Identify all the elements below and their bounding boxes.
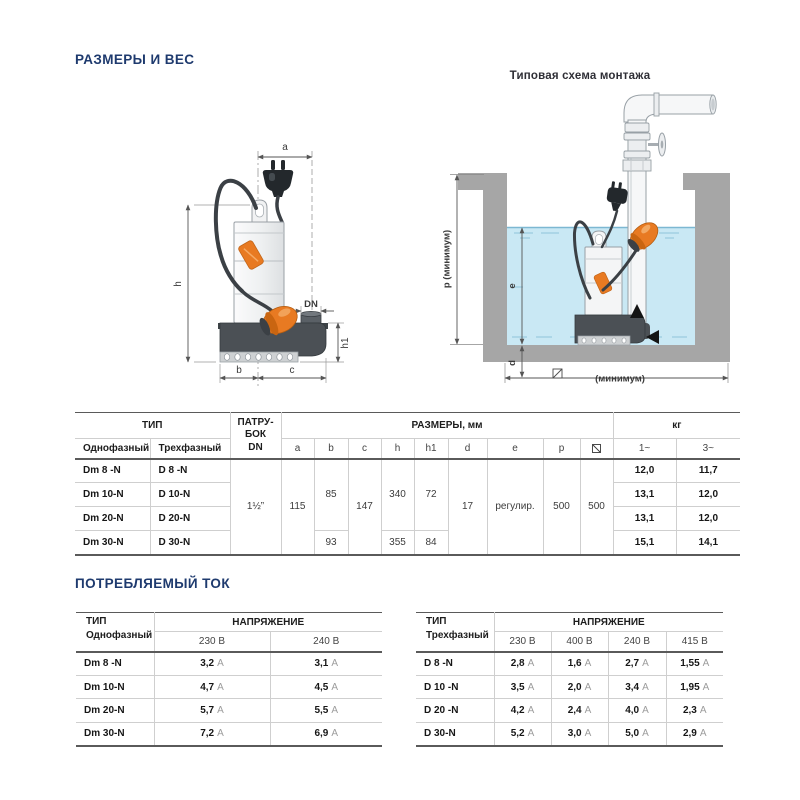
dim-a (258, 142, 312, 157)
col-header-230v: 230 В (494, 632, 551, 652)
header-single-phase: Однофазный (75, 439, 150, 459)
header-patrubok-dn: ПАТРУ-БОК DN (230, 413, 281, 459)
model-cell: Dm 8 -N (76, 652, 154, 676)
current-value: 3,5 A (494, 676, 551, 699)
weight-3ph: 14,1 (676, 531, 740, 555)
col-header-d: d (448, 439, 487, 459)
current-table-single-phase (76, 612, 382, 747)
col-header-a: a (281, 439, 314, 459)
col-header-240v: 240 В (270, 632, 382, 652)
dim-p (442, 175, 485, 345)
value-e: регулир. (487, 459, 543, 555)
model-1ph: Dm 20-N (75, 507, 150, 531)
section-title-current: ПОТРЕБЛЯЕМЫЙ ТОК (75, 576, 230, 591)
table-row (76, 676, 382, 699)
current-value: 3,2 A (154, 652, 270, 676)
square-diagonal-icon (592, 444, 601, 453)
current-value: 1,6 A (551, 652, 608, 676)
header-razmery: РАЗМЕРЫ, мм (281, 413, 613, 439)
col-header-240v: 240 В (608, 632, 666, 652)
col-header-p: p (543, 439, 580, 459)
weight-1ph: 12,0 (613, 459, 676, 483)
current-value: 2,7 A (608, 652, 666, 676)
table-row (76, 723, 382, 746)
col-header-e: e (487, 439, 543, 459)
current-value: 5,2 A (494, 723, 551, 746)
current-value: 2,0 A (551, 676, 608, 699)
col-header-diameter (580, 439, 613, 459)
svg-text:h1: h1 (340, 337, 351, 349)
svg-text:e: e (507, 283, 518, 289)
header-kg: кг (613, 413, 740, 439)
header-three-phase: Трехфазный (150, 439, 230, 459)
svg-text:p (минимум): p (минимум) (441, 229, 453, 289)
model-1ph: Dm 30-N (75, 531, 150, 555)
current-value: 5,0 A (608, 723, 666, 746)
svg-text:c: c (289, 365, 295, 376)
table-row (76, 699, 382, 723)
svg-text:(минимум): (минимум) (595, 373, 645, 385)
col-header-230v: 230 В (154, 632, 270, 652)
gate-valve (624, 133, 666, 158)
svg-text:a: a (282, 142, 288, 153)
table-row (416, 652, 723, 676)
col-header-400v: 400 В (551, 632, 608, 652)
power-plug (605, 181, 629, 213)
value-h1: 72 (414, 459, 448, 531)
pump-dimension-diagram (160, 130, 380, 402)
table-row (76, 652, 382, 676)
svg-text:d: d (507, 360, 518, 366)
model-3ph: D 20-N (150, 507, 230, 531)
current-value: 7,2 A (154, 723, 270, 746)
page-title: РАЗМЕРЫ И ВЕС (75, 52, 195, 67)
weight-1ph: 13,1 (613, 483, 676, 507)
col-header-b: b (314, 439, 348, 459)
weight-3ph: 12,0 (676, 507, 740, 531)
current-table-three-phase (416, 612, 723, 747)
weight-1ph: 15,1 (613, 531, 676, 555)
current-value: 4,0 A (608, 699, 666, 723)
header-voltage: НАПРЯЖЕНИЕ (154, 613, 382, 632)
model-1ph: Dm 8 -N (75, 459, 150, 483)
weight-3ph: 11,7 (676, 459, 740, 483)
header-voltage: НАПРЯЖЕНИЕ (494, 613, 723, 632)
col-header-kg1: 1~ (613, 439, 676, 459)
current-value: 1,55 A (666, 652, 723, 676)
current-value: 3,4 A (608, 676, 666, 699)
model-1ph: Dm 10-N (75, 483, 150, 507)
current-value: 4,2 A (494, 699, 551, 723)
current-value: 5,7 A (154, 699, 270, 723)
header-tip: ТИП (75, 413, 230, 439)
table-row (416, 699, 723, 723)
power-plug (263, 160, 293, 197)
header-tip-phase: ТИП Однофазный (76, 613, 154, 652)
value-dn: 1½” (230, 459, 281, 555)
power-cord (277, 197, 282, 222)
value-b: 93 (314, 531, 348, 555)
current-value: 3,1 A (270, 652, 382, 676)
value-p: 500 (543, 459, 580, 555)
table-row (416, 676, 723, 699)
model-cell: Dm 10-N (76, 676, 154, 699)
weight-3ph: 12,0 (676, 483, 740, 507)
col-header-415v: 415 В (666, 632, 723, 652)
value-h: 355 (381, 531, 414, 555)
installation-scheme-title: Типовая схема монтажа (509, 70, 651, 82)
current-value: 6,9 A (270, 723, 382, 746)
model-cell: Dm 20-N (76, 699, 154, 723)
model-cell: D 20 -N (416, 699, 494, 723)
dim-diameter-min (505, 363, 728, 385)
value-h1: 84 (414, 531, 448, 555)
value-c: 147 (348, 459, 381, 555)
table-row (416, 723, 723, 746)
model-cell: D 30-N (416, 723, 494, 746)
dimensions-table (75, 412, 740, 556)
value-h: 340 (381, 459, 414, 531)
model-cell: Dm 30-N (76, 723, 154, 746)
col-header-h: h (381, 439, 414, 459)
installation-diagram (440, 87, 740, 393)
current-value: 2,8 A (494, 652, 551, 676)
value-diameter: 500 (580, 459, 613, 555)
model-3ph: D 8 -N (150, 459, 230, 483)
table-row (75, 531, 740, 555)
discharge-port (301, 311, 321, 323)
model-cell: D 8 -N (416, 652, 494, 676)
col-header-kg3: 3~ (676, 439, 740, 459)
weight-1ph: 13,1 (613, 507, 676, 531)
value-a: 115 (281, 459, 314, 555)
current-value: 4,7 A (154, 676, 270, 699)
model-cell: D 10 -N (416, 676, 494, 699)
current-value: 2,4 A (551, 699, 608, 723)
model-3ph: D 10-N (150, 483, 230, 507)
value-b: 85 (314, 459, 348, 531)
col-header-h1: h1 (414, 439, 448, 459)
current-value: 1,95 A (666, 676, 723, 699)
model-3ph: D 30-N (150, 531, 230, 555)
current-value: 5,5 A (270, 699, 382, 723)
current-value: 3,0 A (551, 723, 608, 746)
svg-text:h: h (173, 281, 184, 287)
current-value: 2,9 A (666, 723, 723, 746)
col-header-c: c (348, 439, 381, 459)
svg-text:DN: DN (304, 299, 318, 310)
value-d: 17 (448, 459, 487, 555)
table-row (75, 459, 740, 483)
svg-text:b: b (236, 365, 242, 376)
current-value: 4,5 A (270, 676, 382, 699)
header-tip-phase: ТИП Трехфазный (416, 613, 494, 652)
square-diagonal-icon (553, 369, 562, 378)
current-value: 2,3 A (666, 699, 723, 723)
